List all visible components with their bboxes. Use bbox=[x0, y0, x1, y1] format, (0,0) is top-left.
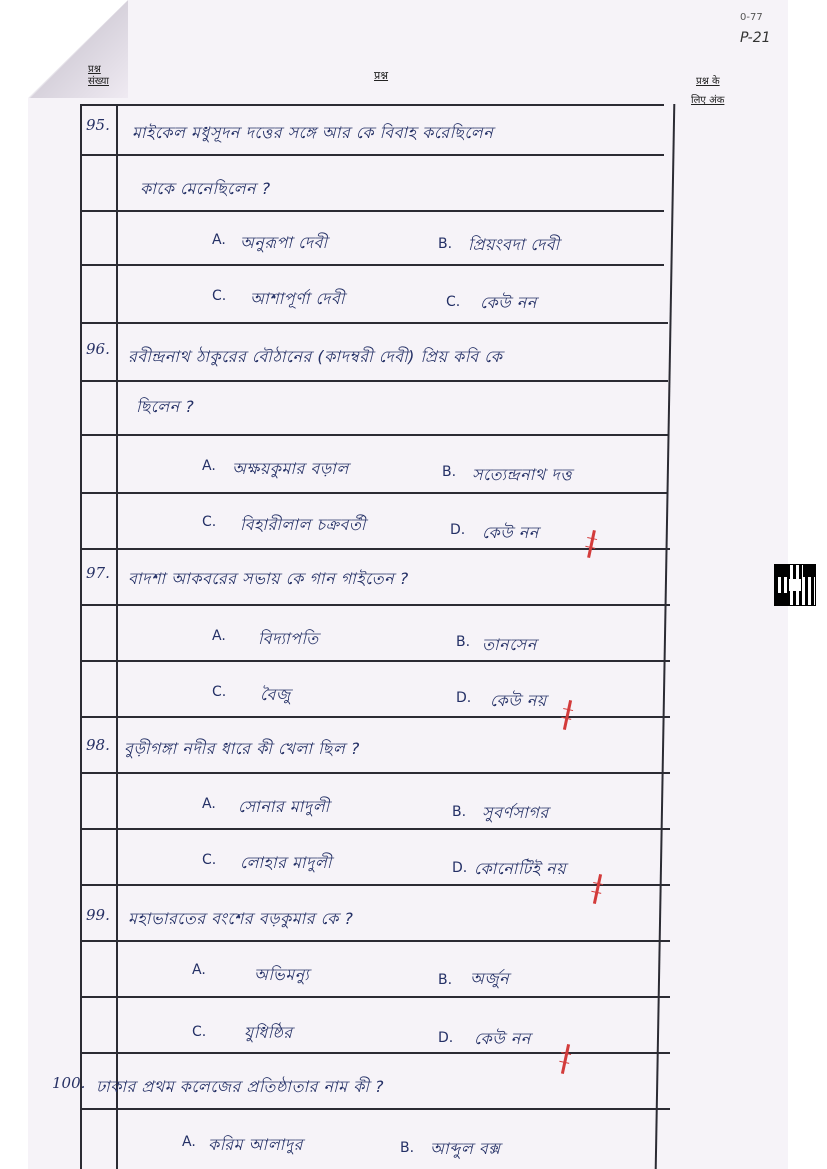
row-line bbox=[80, 548, 670, 550]
q97-option-c: বৈজু bbox=[260, 685, 291, 704]
question-95-line1: মাইকেল মধুসূদন দত্তের সঙ্গে আর কে বিবাহ করেছিলেন bbox=[132, 123, 494, 142]
row-line bbox=[80, 1052, 670, 1054]
question-96-line1: রবীন্দ্রনাথ ঠাকুরের বৌঠানের (কাদম্বরী দেবী) প্রিয় কবি কে bbox=[128, 347, 503, 366]
row-line bbox=[80, 996, 670, 998]
question-97-line1: বাদশা আকবরের সভায় কে গান গাইতেন ? bbox=[128, 569, 409, 588]
row-line bbox=[80, 1108, 670, 1110]
q98-option-a-label: A. bbox=[202, 796, 216, 812]
q95-option-d: কেউ নন bbox=[480, 293, 537, 312]
q99-option-a-label: A. bbox=[192, 962, 206, 978]
q97-option-c-label: C. bbox=[212, 684, 227, 700]
row-line bbox=[80, 434, 668, 436]
q95-option-c: আশাপূর্ণা দেবী bbox=[250, 289, 345, 308]
q98-option-d: কোনোটিই নয় bbox=[474, 859, 567, 878]
q96-option-c-label: C. bbox=[202, 514, 217, 530]
q100-option-a-label: A. bbox=[182, 1134, 196, 1150]
row-line bbox=[80, 772, 670, 774]
row-line bbox=[80, 322, 668, 324]
q97-option-d: কেউ নয় bbox=[490, 691, 547, 710]
qno-header-line1: प्रश्न bbox=[88, 64, 101, 75]
marks-header-line2: लिए अंक bbox=[691, 95, 725, 106]
q99-option-a: অভিমন্যু bbox=[254, 965, 310, 984]
q100-option-b: আব্দুল বক্স bbox=[430, 1139, 501, 1158]
page-number: P-21 bbox=[740, 30, 771, 46]
q98-option-b-label: B. bbox=[452, 804, 467, 820]
question-number-96: 96. bbox=[86, 340, 110, 358]
question-number-97: 97. bbox=[86, 564, 110, 582]
q100-option-a: করিম আলাদুর bbox=[208, 1135, 303, 1154]
row-line bbox=[80, 940, 670, 942]
question-number-100: 100. bbox=[52, 1074, 86, 1092]
row-line bbox=[80, 264, 664, 266]
question-100-line1: ঢাকার প্রথম কলেজের প্রতিষ্ঠাতার নাম কী ? bbox=[96, 1077, 384, 1096]
question-96-line2: ছিলেন ? bbox=[136, 397, 195, 416]
top-code: 0-77 bbox=[740, 12, 763, 23]
row-line bbox=[80, 884, 670, 886]
q95-option-b: প্রিয়ংবদা দেবী bbox=[468, 235, 560, 254]
q95-option-d-label: C. bbox=[446, 294, 461, 310]
q97-option-d-label: D. bbox=[456, 690, 472, 706]
question-95-line2: কাকে মেনেছিলেন ? bbox=[140, 179, 271, 198]
q98-option-c-label: C. bbox=[202, 852, 217, 868]
q96-option-b-label: B. bbox=[442, 464, 457, 480]
q99-option-d: কেউ নন bbox=[474, 1029, 531, 1048]
q96-option-c: বিহারীলাল চক্রবর্তী bbox=[240, 515, 366, 534]
row-line bbox=[80, 492, 668, 494]
q97-option-a-label: A. bbox=[212, 628, 226, 644]
q98-option-c: লোহার মাদুলী bbox=[240, 853, 332, 872]
row-line bbox=[80, 660, 670, 662]
marks-header-line1: प्रश्न के bbox=[696, 76, 720, 87]
question-header: प्रश्न bbox=[374, 69, 389, 82]
q96-option-a-label: A. bbox=[202, 458, 216, 474]
q96-option-b: সত্যেন্দ্রনাথ দত্ত bbox=[472, 465, 573, 484]
row-line bbox=[80, 154, 664, 156]
q96-option-d-label: D. bbox=[450, 522, 466, 538]
q96-option-d: কেউ নন bbox=[482, 523, 539, 542]
q99-option-c: যুধিষ্ঠির bbox=[244, 1023, 293, 1042]
qno-header-line2: संख्या bbox=[88, 76, 109, 87]
folded-corner bbox=[28, 0, 128, 98]
q96-option-a: অক্ষয়কুমার বড়াল bbox=[232, 459, 349, 478]
q99-option-b-label: B. bbox=[438, 972, 453, 988]
q98-option-d-label: D. bbox=[452, 860, 468, 876]
question-number-98: 98. bbox=[86, 736, 110, 754]
question-number-99: 99. bbox=[86, 906, 110, 924]
question-98-line1: বুড়ীগঙ্গা নদীর ধারে কী খেলা ছিল ? bbox=[124, 739, 360, 758]
q99-option-c-label: C. bbox=[192, 1024, 207, 1040]
question-number-95: 95. bbox=[86, 116, 110, 134]
q98-option-a: সোনার মাদুলী bbox=[238, 797, 330, 816]
q97-option-b: তানসেন bbox=[482, 635, 537, 654]
row-line bbox=[80, 716, 670, 718]
q95-option-a: অনুরূপা দেবী bbox=[240, 233, 328, 252]
row-line bbox=[80, 828, 670, 830]
q99-option-d-label: D. bbox=[438, 1030, 454, 1046]
q95-option-b-label: B. bbox=[438, 236, 453, 252]
row-line bbox=[80, 604, 670, 606]
q97-option-b-label: B. bbox=[456, 634, 471, 650]
q100-option-b-label: B. bbox=[400, 1140, 415, 1156]
row-line bbox=[80, 210, 664, 212]
row-line bbox=[80, 104, 664, 106]
q99-option-b: অর্জুন bbox=[470, 969, 510, 988]
qr-code bbox=[774, 564, 816, 606]
q95-option-c-label: C. bbox=[212, 288, 227, 304]
question-99-line1: মহাভারতের বংশের বড়কুমার কে ? bbox=[128, 909, 354, 928]
q97-option-a: বিদ্যাপতি bbox=[258, 629, 319, 648]
q98-option-b: সুবর্ণসাগর bbox=[482, 803, 549, 822]
q95-option-a-label: A. bbox=[212, 232, 226, 248]
row-line bbox=[80, 380, 668, 382]
